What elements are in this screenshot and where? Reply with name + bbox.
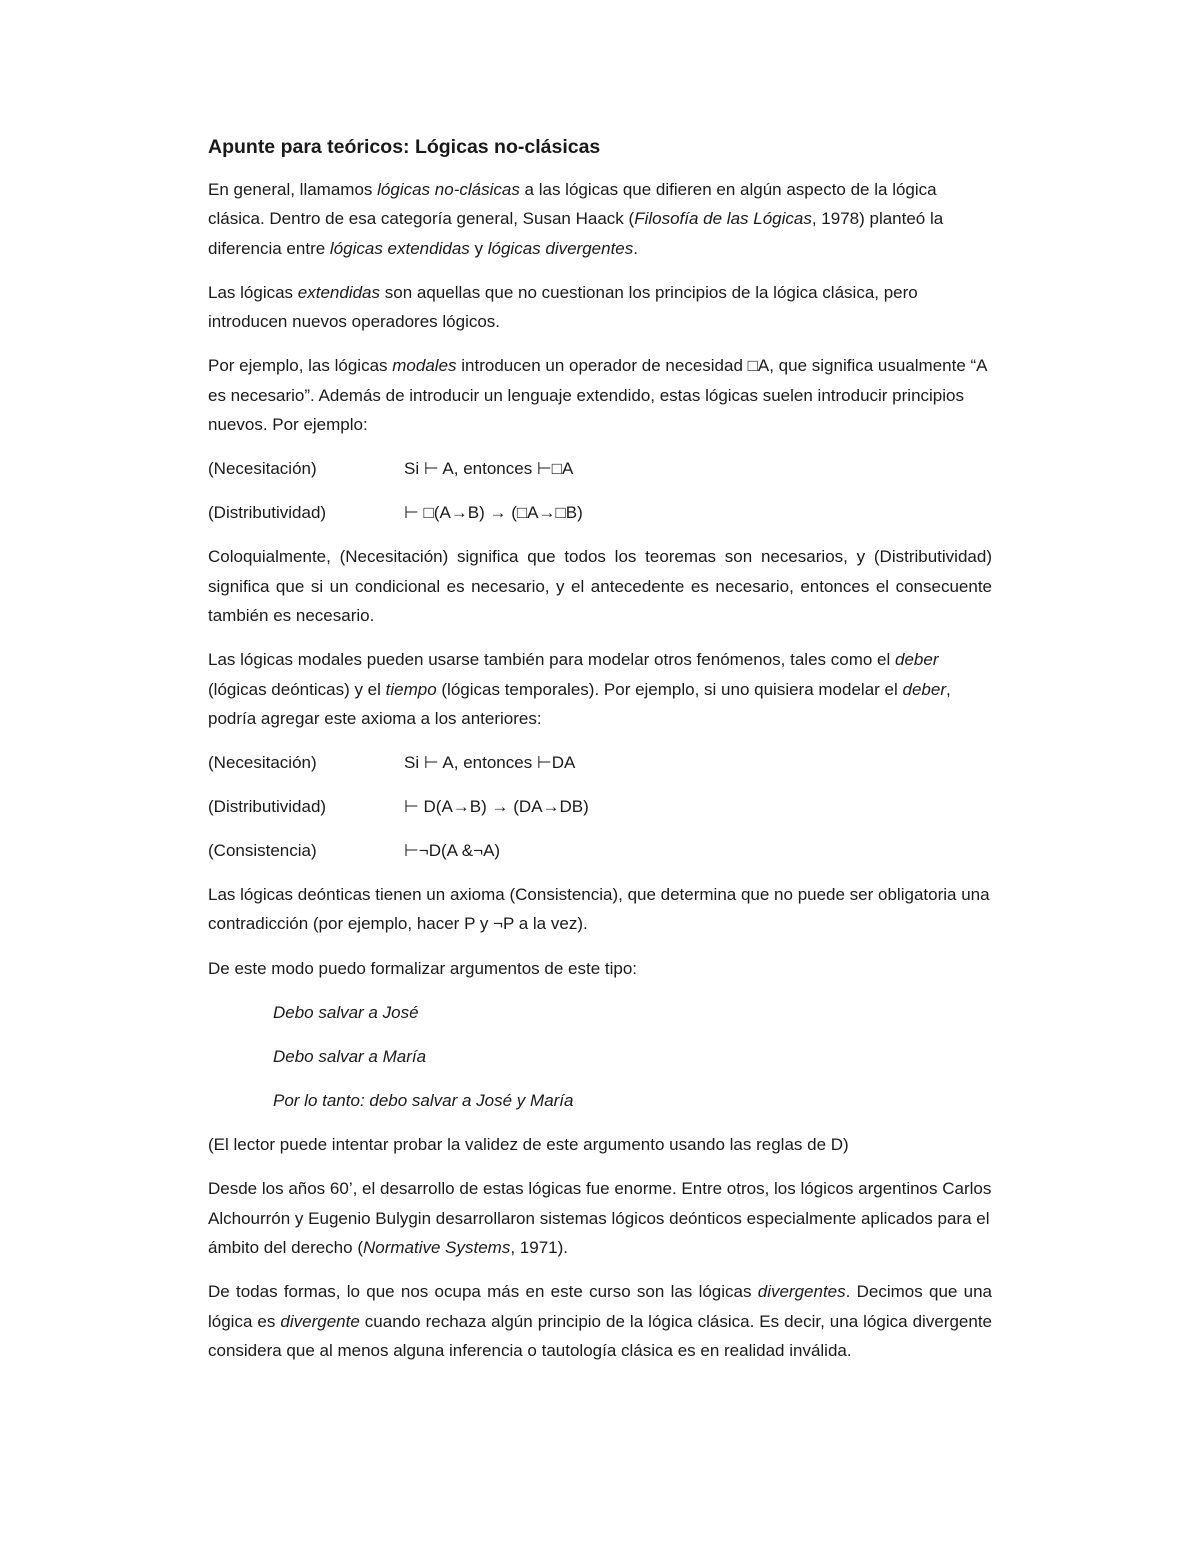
paragraph-formalize: De este modo puedo formalizar argumentos de este tipo: xyxy=(208,958,638,978)
emphasis: deber xyxy=(895,650,939,670)
emphasis: lógicas extendidas xyxy=(329,238,470,258)
emphasis: lógicas divergentes xyxy=(487,238,634,258)
paragraph-deontic-intro xyxy=(208,645,992,733)
emphasis: divergentes xyxy=(757,1282,846,1302)
text-run: introducen un operador de necesidad □A, que significa usualmente “A es necesario”. Además de introducir un lenguaje extendido, estas lógicas suelen introducir principios nuevos. Por ejemplo: xyxy=(208,356,987,435)
rule-name: (Necesitación) xyxy=(208,753,317,773)
text-run: a las lógicas que difieren en algún aspecto de la lógica clásica. Dentro de esa categoría general, Susan Haack ( xyxy=(208,180,937,229)
book-title: Filosofía de las Lógicas xyxy=(634,209,812,229)
text-run: (lógicas deónticas) y el xyxy=(208,679,386,699)
text-run: son aquellas que no cuestionan los principios de la lógica clásica, pero introducen nuevos operadores lógicos. xyxy=(208,282,918,332)
emphasis: extendidas xyxy=(297,282,381,302)
text-run: , podría agregar este axioma a los anteriores: xyxy=(208,679,951,728)
emphasis: deber xyxy=(902,679,946,699)
paragraph-colloquial: Coloquialmente, (Necesitación) significa que todos los teoremas son necesarios, y (Distributividad) significa que si un condicional es necesario, y el antecedente es necesario, entonces el consecuente también es necesario. xyxy=(208,547,992,625)
paragraph-history xyxy=(208,1174,992,1262)
rule-deontic-necessitation xyxy=(208,748,992,777)
paragraph-reader-note: (El lector puede intentar probar la validez de este argumento usando las reglas de D) xyxy=(208,1135,849,1155)
text-run: . Decimos que una lógica es xyxy=(208,1282,992,1331)
rule-formula: Si ⊢ A, entonces ⊢□A xyxy=(404,459,574,479)
paragraph-divergent xyxy=(208,1277,992,1365)
argument-premise-2: Debo salvar a María xyxy=(273,1047,427,1067)
rule-formula: ⊢ □(A→B) → (□A→□B) xyxy=(404,503,583,523)
rule-name: (Necesitación) xyxy=(208,459,317,479)
rule-formula: ⊢ D(A→B) → (DA→DB) xyxy=(404,797,589,817)
text-run: , 1971). xyxy=(510,1237,569,1257)
text-run: De todas formas, lo que nos ocupa más en este curso son las lógicas xyxy=(208,1282,758,1302)
rule-deontic-consistency xyxy=(208,836,992,865)
rule-deontic-distributivity xyxy=(208,792,992,821)
document-title: Apunte para teóricos: Lógicas no-clásicas xyxy=(208,136,601,158)
text-run: . xyxy=(633,238,638,258)
text-run: Desde los años 60’, el desarrollo de estas lógicas fue enorme. Entre otros, los lógicos argentinos Carlos Alchourrón y Eugenio Bulygin desarrollaron sistemas lógicos deónticos especialmente aplicados para el ámbito del derecho ( xyxy=(208,1179,992,1257)
rule-formula: ⊢¬D(A &¬A) xyxy=(404,841,501,861)
book-title: Normative Systems xyxy=(362,1237,511,1257)
emphasis: lógicas no-clásicas xyxy=(377,180,520,199)
paragraph-modal-logics xyxy=(208,351,992,439)
emphasis: tiempo xyxy=(385,679,437,699)
text-run: , 1978) planteó la diferencia entre xyxy=(208,209,944,258)
text-run: Por ejemplo, las lógicas xyxy=(208,356,393,376)
argument-conclusion: Por lo tanto: debo salvar a José y María xyxy=(273,1091,574,1111)
rule-name: (Distributividad) xyxy=(208,503,327,523)
rule-formula: Si ⊢ A, entonces ⊢DA xyxy=(404,753,576,773)
emphasis: divergente xyxy=(280,1311,360,1331)
rule-necessitation xyxy=(208,454,992,483)
paragraph-extended-logics xyxy=(208,278,992,337)
rule-name: (Distributividad) xyxy=(208,797,327,817)
text-run: Las lógicas modales pueden usarse también para modelar otros fenómenos, tales como el xyxy=(208,650,895,670)
document-page xyxy=(208,130,992,1380)
text-run: cuando rechaza algún principio de la lógica clásica. Es decir, una lógica divergente considera que al menos alguna inferencia o tautología clásica es en realidad inválida. xyxy=(208,1311,992,1360)
text-run: Las lógicas xyxy=(208,282,298,302)
paragraph-intro xyxy=(208,175,992,263)
text-run: En general, llamamos xyxy=(208,180,378,199)
text-run: (lógicas temporales). Por ejemplo, si uno quisiera modelar el xyxy=(436,679,903,699)
rule-distributivity xyxy=(208,498,992,527)
text-run: y xyxy=(469,238,488,258)
rule-name: (Consistencia) xyxy=(208,841,317,861)
argument-premise-1: Debo salvar a José xyxy=(273,1003,419,1023)
paragraph-deontic-axiom: Las lógicas deónticas tienen un axioma (Consistencia), que determina que no puede ser obligatoria una contradicción (por ejemplo, hacer P y ¬P a la vez). xyxy=(208,885,990,934)
emphasis: modales xyxy=(392,356,457,376)
